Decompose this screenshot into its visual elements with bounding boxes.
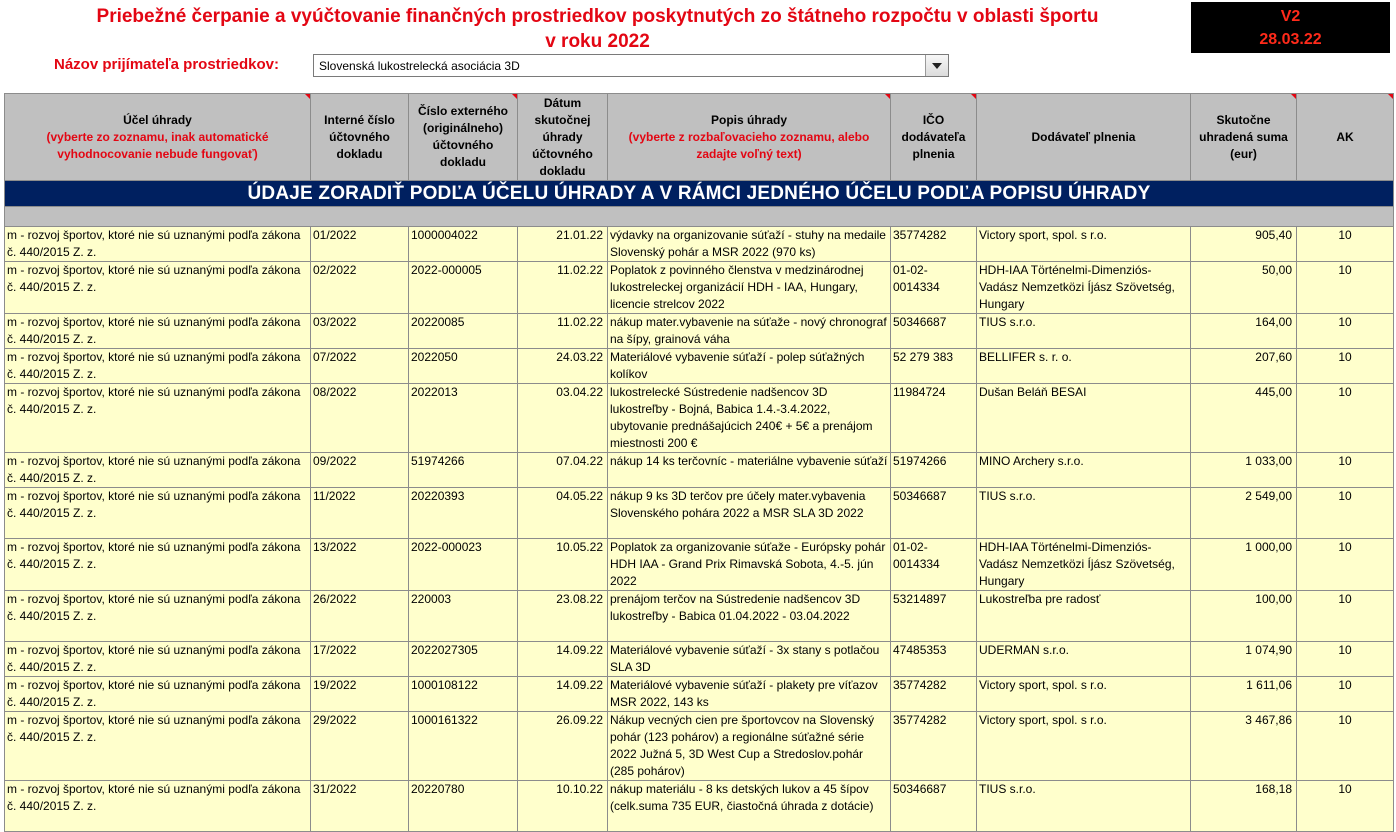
cell-external-number[interactable]: 20220780 bbox=[409, 781, 518, 832]
cell-ico[interactable]: 50346687 bbox=[891, 488, 977, 539]
cell-description[interactable]: Materiálové vybavenie súťaží - plakety pre víťazov MSR 2022, 143 ks bbox=[608, 677, 891, 712]
cell-ak[interactable]: 10 bbox=[1297, 642, 1394, 677]
cell-amount[interactable]: 1 611,06 bbox=[1191, 677, 1297, 712]
col-header-external-number-label: Číslo externého (originálneho) účtovného dokladu bbox=[417, 104, 509, 169]
version-label: V2 bbox=[1280, 8, 1301, 25]
col-header-description[interactable] bbox=[608, 94, 891, 181]
cell-ico[interactable]: 35774282 bbox=[891, 227, 977, 262]
cell-supplier[interactable]: TIUS s.r.o. bbox=[977, 314, 1191, 349]
cell-description[interactable]: nákup 9 ks 3D terčov pre účely mater.vybavenia Slovenského pohára 2022 a MSR SLA 3D 2022 bbox=[608, 488, 891, 539]
col-header-payment-date[interactable]: Dátum skutočnej úhrady účtovného dokladu bbox=[518, 94, 608, 181]
cell-purpose[interactable]: m - rozvoj športov, ktoré nie sú uznanými podľa zákona č. 440/2015 Z. z. bbox=[5, 314, 311, 349]
cell-purpose[interactable]: m - rozvoj športov, ktoré nie sú uznanými podľa zákona č. 440/2015 Z. z. bbox=[5, 781, 311, 832]
comment-indicator-icon bbox=[971, 94, 976, 99]
cell-payment-date[interactable]: 23.08.22 bbox=[518, 591, 608, 642]
col-header-purpose[interactable] bbox=[5, 94, 311, 181]
cell-supplier[interactable]: TIUS s.r.o. bbox=[977, 781, 1191, 832]
title-line-1: Priebežné čerpanie a vyúčtovanie finančných prostriedkov poskytnutých zo štátneho rozpočtu v oblasti športu bbox=[96, 6, 1099, 27]
col-header-purpose-title: Účel úhrady bbox=[123, 112, 192, 127]
cell-supplier[interactable]: TIUS s.r.o. bbox=[977, 488, 1191, 539]
cell-ico[interactable]: 35774282 bbox=[891, 677, 977, 712]
cell-ak[interactable]: 10 bbox=[1297, 384, 1394, 453]
table-row bbox=[5, 314, 1394, 349]
cell-payment-date[interactable]: 14.09.22 bbox=[518, 677, 608, 712]
cell-description[interactable]: Materiálové vybavenie súťaží - polep súťažných kolíkov bbox=[608, 349, 891, 384]
cell-ak[interactable]: 10 bbox=[1297, 677, 1394, 712]
cell-ak[interactable]: 10 bbox=[1297, 781, 1394, 832]
cell-amount[interactable]: 164,00 bbox=[1191, 314, 1297, 349]
cell-internal-number[interactable]: 11/2022 bbox=[311, 488, 409, 539]
cell-ak[interactable]: 10 bbox=[1297, 539, 1394, 591]
table-row bbox=[5, 349, 1394, 384]
cell-internal-number[interactable]: 07/2022 bbox=[311, 349, 409, 384]
title-line-2: v roku 2022 bbox=[545, 31, 650, 52]
cell-purpose[interactable]: m - rozvoj športov, ktoré nie sú uznanými podľa zákona č. 440/2015 Z. z. bbox=[5, 488, 311, 539]
cell-payment-date[interactable]: 10.10.22 bbox=[518, 781, 608, 832]
cell-amount[interactable]: 3 467,86 bbox=[1191, 712, 1297, 781]
col-header-supplier[interactable]: Dodávateľ plnenia bbox=[977, 94, 1191, 181]
cell-purpose[interactable]: m - rozvoj športov, ktoré nie sú uznanými podľa zákona č. 440/2015 Z. z. bbox=[5, 227, 311, 262]
comment-indicator-icon bbox=[512, 94, 517, 99]
chevron-down-icon bbox=[932, 63, 942, 69]
col-header-amount[interactable] bbox=[1191, 94, 1297, 181]
banner-row bbox=[5, 181, 1394, 207]
cell-external-number[interactable]: 20220085 bbox=[409, 314, 518, 349]
cell-supplier[interactable]: Victory sport, spol. s r.o. bbox=[977, 227, 1191, 262]
recipient-dropdown[interactable] bbox=[313, 54, 949, 77]
cell-external-number[interactable]: 2022-000023 bbox=[409, 539, 518, 591]
cell-payment-date[interactable]: 10.05.22 bbox=[518, 539, 608, 591]
cell-external-number[interactable]: 1000108122 bbox=[409, 677, 518, 712]
cell-purpose[interactable]: m - rozvoj športov, ktoré nie sú uznanými podľa zákona č. 440/2015 Z. z. bbox=[5, 642, 311, 677]
table-row bbox=[5, 488, 1394, 539]
cell-description[interactable]: nákup materiálu - 8 ks detských lukov a 45 šípov (celk.suma 735 EUR, čiastočná úhrada z dotácie) bbox=[608, 781, 891, 832]
recipient-dropdown-value: Slovenská lukostrelecká asociácia 3D bbox=[319, 59, 520, 73]
cell-description[interactable]: nákup 14 ks terčovníc - materiálne vybavenie súťaží bbox=[608, 453, 891, 488]
cell-external-number[interactable]: 20220393 bbox=[409, 488, 518, 539]
cell-ak[interactable]: 10 bbox=[1297, 349, 1394, 384]
cell-external-number[interactable]: 1000161322 bbox=[409, 712, 518, 781]
cell-purpose[interactable]: m - rozvoj športov, ktoré nie sú uznanými podľa zákona č. 440/2015 Z. z. bbox=[5, 539, 311, 591]
cell-internal-number[interactable]: 31/2022 bbox=[311, 781, 409, 832]
cell-ico[interactable]: 50346687 bbox=[891, 314, 977, 349]
payments-table bbox=[4, 93, 1394, 832]
cell-purpose[interactable]: m - rozvoj športov, ktoré nie sú uznanými podľa zákona č. 440/2015 Z. z. bbox=[5, 384, 311, 453]
comment-indicator-icon bbox=[1388, 94, 1393, 99]
spacer-cell[interactable] bbox=[5, 207, 1394, 227]
cell-payment-date[interactable]: 21.01.22 bbox=[518, 227, 608, 262]
cell-payment-date[interactable]: 11.02.22 bbox=[518, 314, 608, 349]
cell-supplier[interactable]: Victory sport, spol. s r.o. bbox=[977, 677, 1191, 712]
cell-external-number[interactable]: 2022027305 bbox=[409, 642, 518, 677]
cell-payment-date[interactable]: 03.04.22 bbox=[518, 384, 608, 453]
cell-supplier[interactable]: Victory sport, spol. s r.o. bbox=[977, 712, 1191, 781]
cell-external-number[interactable]: 2022-000005 bbox=[409, 262, 518, 314]
col-header-ak-label: AK bbox=[1336, 129, 1354, 144]
col-header-ico[interactable] bbox=[891, 94, 977, 181]
cell-amount[interactable]: 1 033,00 bbox=[1191, 453, 1297, 488]
cell-internal-number[interactable]: 17/2022 bbox=[311, 642, 409, 677]
cell-amount[interactable]: 2 549,00 bbox=[1191, 488, 1297, 539]
comment-indicator-icon bbox=[885, 94, 890, 99]
cell-supplier[interactable]: UDERMAN s.r.o. bbox=[977, 642, 1191, 677]
col-header-description-title: Popis úhrady bbox=[710, 112, 787, 127]
col-header-description-note: (vyberte z rozbaľovacieho zoznamu, alebo zadajte voľný text) bbox=[628, 129, 870, 161]
table-row bbox=[5, 781, 1394, 832]
cell-amount[interactable]: 1 000,00 bbox=[1191, 539, 1297, 591]
sort-instruction-banner: ÚDAJE ZORADIŤ PODĽA ÚČELU ÚHRADY A V RÁMCI JEDNÉHO ÚČELU PODĽA POPISU ÚHRADY bbox=[5, 181, 1394, 207]
cell-payment-date[interactable]: 26.09.22 bbox=[518, 712, 608, 781]
cell-description[interactable]: Poplatok z povinného členstva v medzinárodnej lukostreleckej organizácií HDH - IAA, Hungary, licencie strelcov 2022 bbox=[608, 262, 891, 314]
cell-amount[interactable]: 905,40 bbox=[1191, 227, 1297, 262]
table-row bbox=[5, 539, 1394, 591]
cell-purpose[interactable]: m - rozvoj športov, ktoré nie sú uznanými podľa zákona č. 440/2015 Z. z. bbox=[5, 677, 311, 712]
version-date: 28.03.22 bbox=[1259, 31, 1322, 48]
spacer-row bbox=[5, 207, 1394, 227]
table-row bbox=[5, 712, 1394, 781]
cell-internal-number[interactable]: 26/2022 bbox=[311, 591, 409, 642]
cell-external-number[interactable]: 2022013 bbox=[409, 384, 518, 453]
cell-internal-number[interactable]: 01/2022 bbox=[311, 227, 409, 262]
table-row bbox=[5, 453, 1394, 488]
cell-ico[interactable]: 01-02-0014334 bbox=[891, 262, 977, 314]
header-row bbox=[5, 94, 1394, 181]
col-header-external-number[interactable] bbox=[409, 94, 518, 181]
cell-payment-date[interactable]: 14.09.22 bbox=[518, 642, 608, 677]
col-header-ak[interactable] bbox=[1297, 94, 1394, 181]
cell-purpose[interactable]: m - rozvoj športov, ktoré nie sú uznanými podľa zákona č. 440/2015 Z. z. bbox=[5, 453, 311, 488]
cell-external-number[interactable]: 2022050 bbox=[409, 349, 518, 384]
cell-ak[interactable]: 10 bbox=[1297, 488, 1394, 539]
cell-ico[interactable]: 11984724 bbox=[891, 384, 977, 453]
cell-supplier[interactable]: BELLIFER s. r. o. bbox=[977, 349, 1191, 384]
cell-description[interactable]: lukostrelecké Sústredenie nadšencov 3D lukostreľby - Bojná, Babica 1.4.-3.4.2022, ubytovanie prednášajúcich 240€ + 5€ a prenájom miestnosti 200 € bbox=[608, 384, 891, 453]
cell-internal-number[interactable]: 02/2022 bbox=[311, 262, 409, 314]
cell-payment-date[interactable]: 24.03.22 bbox=[518, 349, 608, 384]
cell-ak[interactable]: 10 bbox=[1297, 453, 1394, 488]
cell-external-number[interactable]: 51974266 bbox=[409, 453, 518, 488]
col-header-amount-label: Skutočne uhradená suma (eur) bbox=[1199, 112, 1288, 161]
cell-payment-date[interactable]: 04.05.22 bbox=[518, 488, 608, 539]
table-row bbox=[5, 677, 1394, 712]
table-row bbox=[5, 384, 1394, 453]
cell-description[interactable]: Nákup vecných cien pre športovcov na Slovenský pohár (123 pohárov) a regionálne súťažné série 2022 Južná 5, 3D West Cup a Stredoslov.pohár (285 pohárov) bbox=[608, 712, 891, 781]
version-box bbox=[1191, 2, 1390, 53]
cell-ak[interactable]: 10 bbox=[1297, 712, 1394, 781]
cell-ico[interactable]: 53214897 bbox=[891, 591, 977, 642]
cell-ico[interactable]: 52 279 383 bbox=[891, 349, 977, 384]
cell-internal-number[interactable]: 29/2022 bbox=[311, 712, 409, 781]
table-row bbox=[5, 591, 1394, 642]
cell-ak[interactable]: 10 bbox=[1297, 314, 1394, 349]
cell-purpose[interactable]: m - rozvoj športov, ktoré nie sú uznanými podľa zákona č. 440/2015 Z. z. bbox=[5, 349, 311, 384]
cell-payment-date[interactable]: 07.04.22 bbox=[518, 453, 608, 488]
cell-payment-date[interactable]: 11.02.22 bbox=[518, 262, 608, 314]
cell-amount[interactable]: 207,60 bbox=[1191, 349, 1297, 384]
cell-ak[interactable]: 10 bbox=[1297, 262, 1394, 314]
dropdown-button[interactable] bbox=[925, 55, 948, 76]
cell-ak[interactable]: 10 bbox=[1297, 591, 1394, 642]
cell-ico[interactable]: 51974266 bbox=[891, 453, 977, 488]
cell-description[interactable]: prenájom terčov na Sústredenie nadšencov 3D lukostreľby - Babica 01.04.2022 - 03.04.2022 bbox=[608, 591, 891, 642]
cell-internal-number[interactable]: 08/2022 bbox=[311, 384, 409, 453]
cell-purpose[interactable]: m - rozvoj športov, ktoré nie sú uznanými podľa zákona č. 440/2015 Z. z. bbox=[5, 712, 311, 781]
cell-amount[interactable]: 100,00 bbox=[1191, 591, 1297, 642]
cell-amount[interactable]: 168,18 bbox=[1191, 781, 1297, 832]
cell-supplier[interactable]: MINO Archery s.r.o. bbox=[977, 453, 1191, 488]
cell-supplier[interactable]: Dušan Beláň BESAI bbox=[977, 384, 1191, 453]
cell-description[interactable]: Materiálové vybavenie súťaží - 3x stany s potlačou SLA 3D bbox=[608, 642, 891, 677]
recipient-label: Názov prijímateľa prostriedkov: bbox=[54, 56, 280, 73]
table-row bbox=[5, 642, 1394, 677]
col-header-purpose-note: (vyberte zo zoznamu, inak automatické vyhodnocovanie nebude fungovať) bbox=[46, 129, 269, 161]
cell-internal-number[interactable]: 09/2022 bbox=[311, 453, 409, 488]
col-header-ico-label: IČO dodávateľa plnenia bbox=[901, 112, 966, 161]
cell-description[interactable]: Poplatok za organizovanie súťaže - Európsky pohár HDH IAA - Grand Prix Rimavská Sobota, 4.-5. jún 2022 bbox=[608, 539, 891, 591]
cell-amount[interactable]: 1 074,90 bbox=[1191, 642, 1297, 677]
cell-internal-number[interactable]: 03/2022 bbox=[311, 314, 409, 349]
sheet-header-area bbox=[0, 0, 1396, 92]
cell-description[interactable]: nákup mater.vybavenie na súťaže - nový chronograf na šípy, grainová váha bbox=[608, 314, 891, 349]
cell-supplier[interactable]: Lukostreľba pre radosť bbox=[977, 591, 1191, 642]
cell-internal-number[interactable]: 13/2022 bbox=[311, 539, 409, 591]
col-header-internal-number[interactable]: Interné číslo účtovného dokladu bbox=[311, 94, 409, 181]
cell-external-number[interactable]: 220003 bbox=[409, 591, 518, 642]
cell-amount[interactable]: 445,00 bbox=[1191, 384, 1297, 453]
cell-ico[interactable]: 01-02-0014334 bbox=[891, 539, 977, 591]
cell-amount[interactable]: 50,00 bbox=[1191, 262, 1297, 314]
cell-ico[interactable]: 35774282 bbox=[891, 712, 977, 781]
cell-description[interactable]: výdavky na organizovanie súťaží - stuhy na medaile Slovenský pohár a MSR 2022 (970 ks) bbox=[608, 227, 891, 262]
page-title bbox=[50, 4, 1145, 54]
cell-external-number[interactable]: 1000004022 bbox=[409, 227, 518, 262]
cell-ak[interactable]: 10 bbox=[1297, 227, 1394, 262]
comment-indicator-icon bbox=[305, 94, 310, 99]
cell-ico[interactable]: 50346687 bbox=[891, 781, 977, 832]
table-row bbox=[5, 227, 1394, 262]
cell-supplier[interactable]: HDH-IAA Történelmi-Dimenziós-Vadász Nemzetközi Íjász Szövetség, Hungary bbox=[977, 539, 1191, 591]
cell-purpose[interactable]: m - rozvoj športov, ktoré nie sú uznanými podľa zákona č. 440/2015 Z. z. bbox=[5, 262, 311, 314]
comment-indicator-icon bbox=[1291, 94, 1296, 99]
cell-purpose[interactable]: m - rozvoj športov, ktoré nie sú uznanými podľa zákona č. 440/2015 Z. z. bbox=[5, 591, 311, 642]
cell-supplier[interactable]: HDH-IAA Történelmi-Dimenziós-Vadász Nemzetközi Íjász Szövetség, Hungary bbox=[977, 262, 1191, 314]
cell-internal-number[interactable]: 19/2022 bbox=[311, 677, 409, 712]
table-row bbox=[5, 262, 1394, 314]
table-body bbox=[5, 227, 1394, 832]
cell-ico[interactable]: 47485353 bbox=[891, 642, 977, 677]
